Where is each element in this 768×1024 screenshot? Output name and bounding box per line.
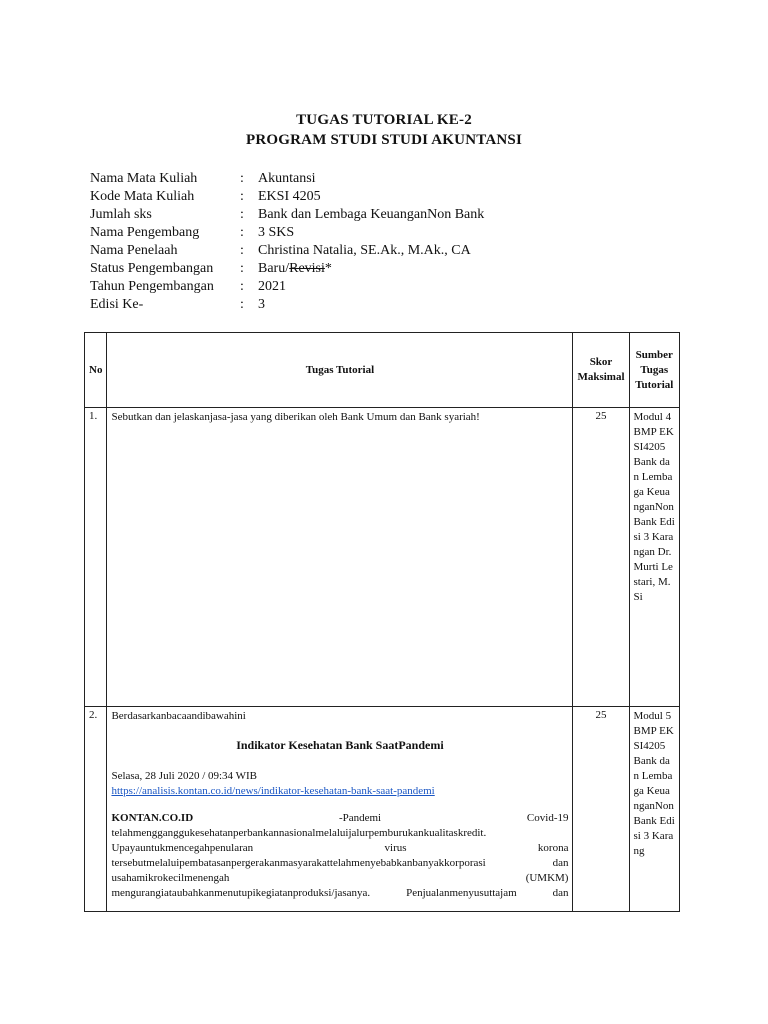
- task-cell: [107, 707, 573, 912]
- table-header-row: [85, 333, 680, 408]
- source-name: KONTAN.CO.ID: [111, 812, 194, 824]
- article-link[interactable]: https://analisis.kontan.co.id/news/indikator-kesehatan-bank-saat-pandemi: [111, 785, 435, 797]
- article-line: tersebutmelaluipembatasanpergerakanmasyarakattelahmenyebabkanbanyakkorporasi dan: [111, 857, 569, 869]
- article-date: Selasa, 28 Juli 2020 / 09:34 WIB: [111, 770, 257, 782]
- source-cell: Modul 4 BMP EKSI4205 Bank dan Lembaga KeuanganNon Bank Edisi 3 Karangan Dr. Murti Lestari, M.Si: [629, 408, 679, 707]
- meta-row-year: Tahun Pengembangan : 2021: [90, 279, 286, 294]
- meta-row-developer: Nama Pengembang : 3 SKS: [90, 225, 295, 240]
- course-info: [90, 170, 484, 314]
- article-line: KONTAN.CO.ID -Pandemi Covid-19: [111, 812, 569, 824]
- table-row: [85, 408, 680, 707]
- struck-text: Revisi: [289, 261, 325, 276]
- task-cell: Sebutkan dan jelaskanjasa-jasa yang diberikan oleh Bank Umum dan Bank syariah!: [107, 408, 573, 707]
- row-number: 2.: [85, 707, 107, 912]
- meta-row-status: Status Pengembangan : Baru/Revisi*: [90, 261, 332, 276]
- meta-row-reviewer: Nama Penelaah : Christina Natalia, SE.Ak., M.Ak., CA: [90, 243, 471, 258]
- article-line: mengurangiataubahkanmenutupikegiatanproduksi/jasanya. Penjualanmenyusuttajam dan: [111, 887, 569, 899]
- meta-row-edition: Edisi Ke- : 3: [90, 297, 265, 312]
- header-skor: Skor Maksimal: [573, 333, 629, 408]
- row-number: 1.: [85, 408, 107, 707]
- header-source: Sumber Tugas Tutorial: [629, 333, 679, 408]
- score-cell: 25: [573, 408, 629, 707]
- article-line: Upayauntukmencegahpenularan virus korona: [111, 842, 569, 854]
- meta-row-course-code: Kode Mata Kuliah : EKSI 4205: [90, 189, 321, 204]
- article-title: Indikator Kesehatan Bank SaatPandemi: [236, 738, 444, 752]
- meta-row-course-name: Nama Mata Kuliah : Akuntansi: [90, 171, 316, 186]
- task-intro: Berdasarkanbacaandibawahini: [111, 710, 246, 722]
- tutorial-table: [84, 332, 680, 912]
- header-no: No: [85, 333, 107, 408]
- score-cell: 25: [573, 707, 629, 912]
- document-title: TUGAS TUTORIAL KE-2: [296, 112, 472, 128]
- meta-row-sks: Jumlah sks : Bank dan Lembaga KeuanganNon Bank: [90, 207, 485, 222]
- article-line: usahamikrokecilmenengah (UMKM): [111, 872, 569, 884]
- header-task: Tugas Tutorial: [107, 333, 573, 408]
- source-cell: Modul 5 BMP EKSI4205 Bank dan Lembaga KeuanganNon Bank Edisi 3 Karang: [629, 707, 679, 912]
- article-line: telahmengganggukesehatanperbankannasionalmelaluijalurpemburukankualitaskredit.: [111, 827, 487, 839]
- table-row: [85, 707, 680, 912]
- document-subtitle: PROGRAM STUDI STUDI AKUNTANSI: [246, 132, 522, 148]
